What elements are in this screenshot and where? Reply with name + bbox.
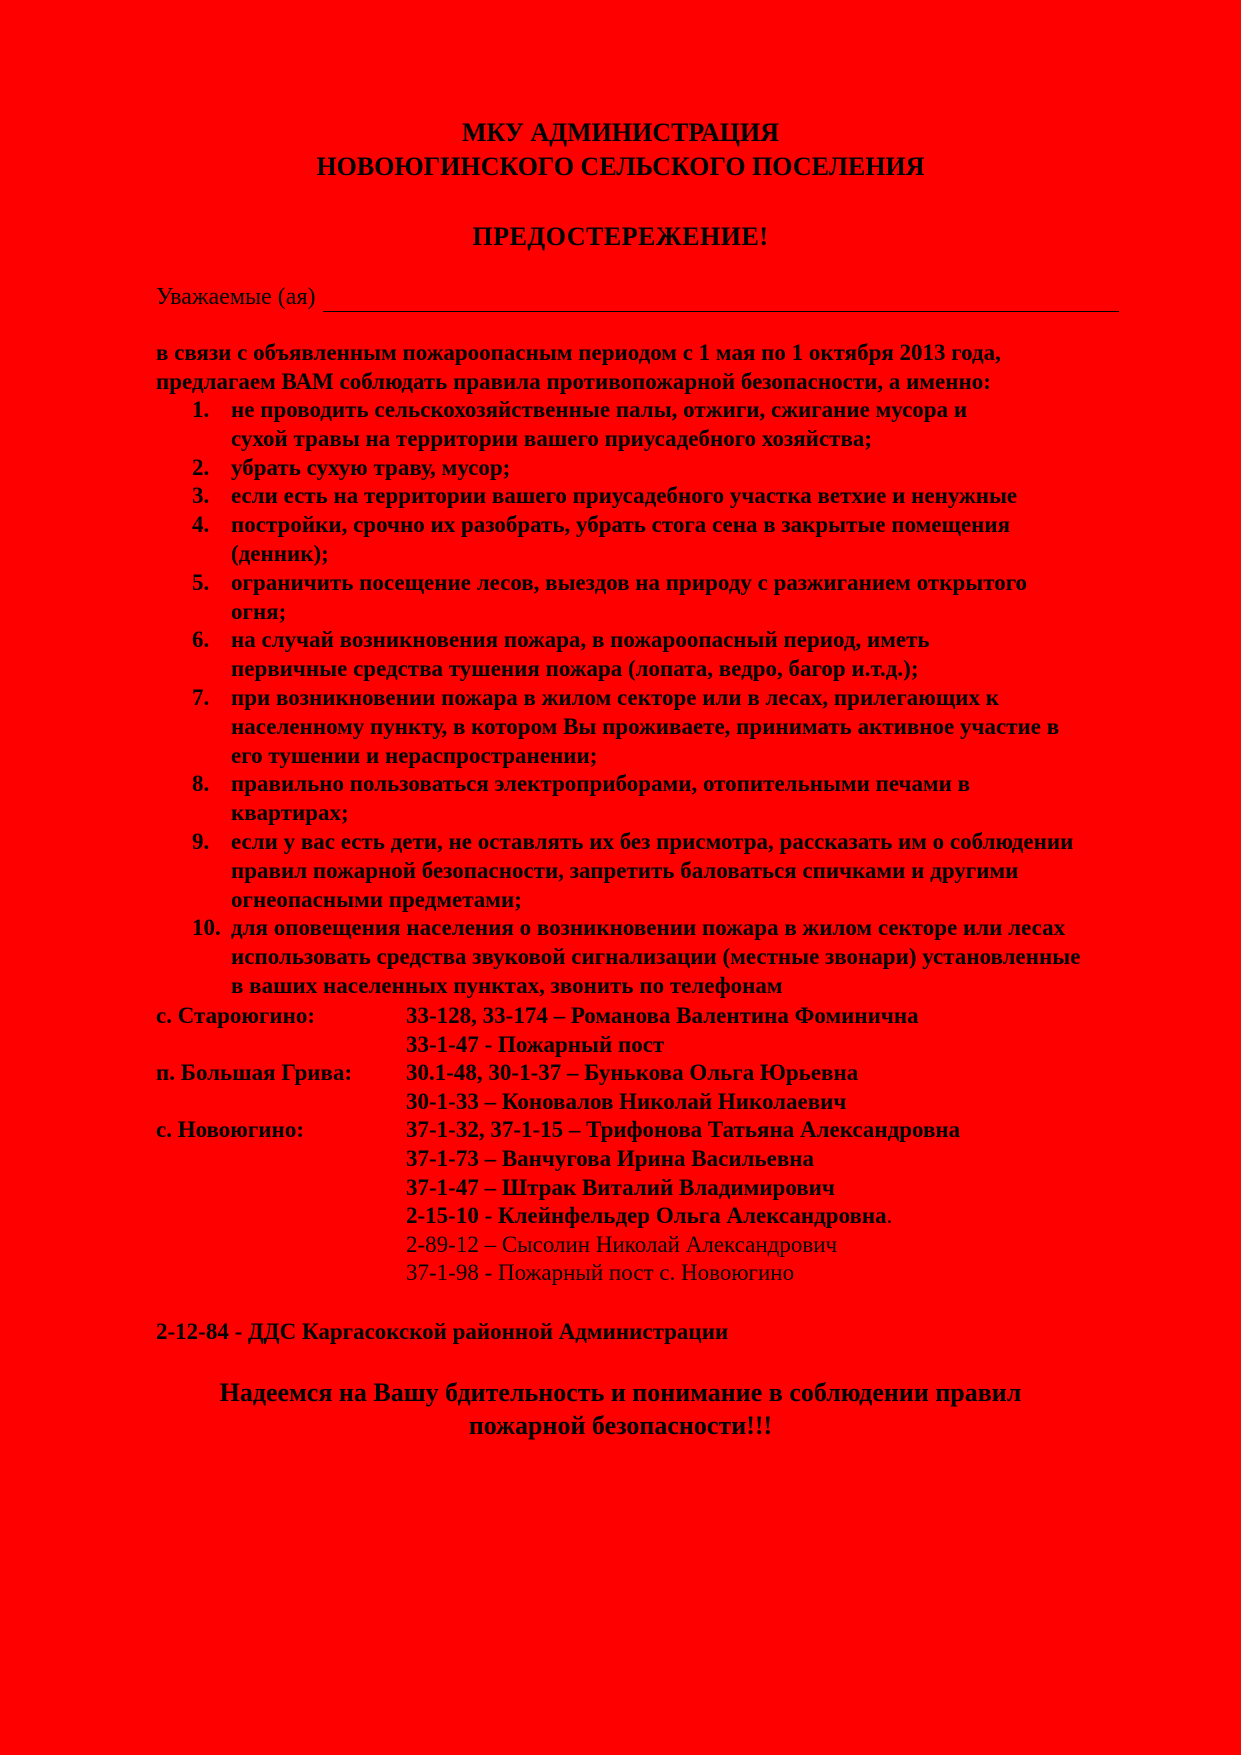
rule-text-line: правильно пользоваться электроприборами, отопительными печами в: [231, 771, 971, 797]
rule-number-text: 4.: [192, 512, 210, 538]
contact-place: [156, 1231, 406, 1260]
closing-line-2: пожарной безопасности!!!: [468, 1411, 773, 1440]
rule-text-line: использовать средства звуковой сигнализации (местные звонари) установленные: [231, 944, 1081, 970]
salutation-line: [156, 282, 1119, 312]
rule-number-text: 6.: [192, 627, 210, 653]
contact-place: [156, 1174, 406, 1203]
rule-number-text: 7.: [192, 684, 210, 710]
rule-text: [231, 482, 1166, 511]
salutation-label: Уважаемые (ая): [156, 284, 316, 310]
contact-place: с. Староюгино:: [156, 1003, 316, 1028]
contact-phone-text: 37-1-32, 37-1-15 – Трифонова Татьяна Александровна: [406, 1117, 961, 1143]
closing-message: [0, 1376, 1241, 1442]
rule-number: [156, 626, 231, 684]
rule-text-line: постройки, срочно их разобрать, убрать стога сена в закрытые помещения: [231, 512, 1011, 538]
contact-phone: [406, 1202, 1176, 1231]
rule-text-line: ограничить посещение лесов, выездов на природу с разжиганием открытого: [231, 569, 1028, 595]
rule-text-line: при возникновении пожара в жилом секторе или в лесах, прилегающих к: [231, 684, 1000, 710]
rule-text: [231, 684, 1166, 770]
contact-phone: [406, 1174, 1176, 1203]
rule-text: [231, 454, 1166, 483]
contact-phone-text: 33-1-47 - Пожарный пост: [406, 1031, 665, 1057]
contact-row: [156, 1088, 1176, 1117]
contact-row: [156, 1116, 1176, 1145]
rule-text-line: если есть на территории вашего приусадебного участка ветхие и ненужные: [231, 483, 1018, 509]
rule-text-line: населенному пункту, в котором Вы проживаете, принимать активное участие в: [231, 713, 1060, 739]
rule-text-line: квартирах;: [231, 800, 349, 826]
warning-title: ПРЕДОСТЕРЕЖЕНИЕ!: [472, 222, 769, 251]
rule-text: [231, 511, 1166, 569]
header-line-1: МКУ АДМИНИСТРАЦИЯ: [461, 118, 779, 147]
rule-text-line: убрать сухую траву, мусор;: [231, 454, 511, 480]
contact-phone-text: 37-1-73 – Ванчугова Ирина Васильевна: [406, 1145, 815, 1171]
rule-number-text: 5.: [192, 569, 210, 595]
contact-phone: [406, 1031, 1176, 1060]
rule-number: [156, 914, 231, 1000]
contact-phone-text: 37-1-47 – Штрак Виталий Владимирович: [406, 1174, 835, 1200]
rule-text-line: для оповещения населения о возникновении пожара в жилом секторе или лесах: [231, 915, 1066, 941]
rule-item: [156, 914, 1166, 1000]
rule-number: [156, 828, 231, 914]
contact-place: п. Большая Грива:: [156, 1060, 353, 1086]
contact-phone: [406, 1145, 1176, 1174]
rule-number: [156, 569, 231, 627]
rule-number: [156, 396, 231, 454]
contact-phone: [406, 1116, 1176, 1145]
contact-row: [156, 1059, 1176, 1088]
rule-number-text: 9.: [192, 828, 210, 854]
contact-row: [156, 1145, 1176, 1174]
rule-number: [156, 770, 231, 828]
rule-item: [156, 684, 1166, 770]
contact-phone-text: 2-15-10 - Клейнфельдер Ольга Александровна: [406, 1203, 887, 1229]
rule-number-text: 3.: [192, 483, 210, 509]
intro-line-1: в связи с объявленным пожароопасным периодом с 1 мая по 1 октября 2013 года,: [156, 340, 1001, 365]
contact-phone: [406, 1002, 1176, 1031]
contacts-list: [156, 1002, 1176, 1288]
contact-phone-text: 33-128, 33-174 – Романова Валентина Фоминична: [406, 1003, 919, 1028]
contact-phone: [406, 1259, 1176, 1288]
rule-text-line: если у вас есть дети, не оставлять их без присмотра, рассказать им о соблюдении: [231, 828, 1074, 854]
rule-number: [156, 454, 231, 483]
name-blank-line: [323, 289, 1119, 312]
rule-text-line: правил пожарной безопасности, запретить баловаться спичками и другими: [231, 857, 1019, 883]
rule-text: [231, 569, 1166, 627]
contact-phone: [406, 1088, 1176, 1117]
contact-row: [156, 1259, 1176, 1288]
contact-phone-suffix: .: [886, 1203, 893, 1229]
contact-row: [156, 1002, 1176, 1031]
contact-place: [156, 1088, 406, 1117]
rule-number: [156, 684, 231, 770]
rule-text-line: огня;: [231, 598, 287, 624]
contact-row: [156, 1174, 1176, 1203]
contact-phone-text: 30.1-48, 30-1-37 – Бунькова Ольга Юрьевна: [406, 1060, 859, 1086]
contact-phone-text: 37-1-98 - Пожарный пост с. Новоюгино: [406, 1260, 795, 1286]
header-line-2: НОВОЮГИНСКОГО СЕЛЬСКОГО ПОСЕЛЕНИЯ: [316, 152, 925, 181]
contact-place: [156, 1259, 406, 1288]
contact-row: [156, 1202, 1176, 1231]
dds-phone-line: 2-12-84 - ДДС Каргасокской районной Администрации: [156, 1319, 729, 1344]
intro-paragraph: [156, 339, 1156, 396]
contact-phone-text: 30-1-33 – Коновалов Николай Николаевич: [406, 1088, 847, 1114]
rule-text-line: на случай возникновения пожара, в пожароопасный период, иметь: [231, 627, 930, 653]
organization-header: [0, 116, 1241, 184]
contact-place: [156, 1031, 406, 1060]
contact-phone: [406, 1231, 1176, 1260]
contact-phone-text: 2-89-12 – Сысолин Николай Александрович: [406, 1231, 838, 1257]
rules-list: [156, 396, 1166, 1001]
rule-text-line: в ваших населенных пунктах, звонить по телефонам: [231, 972, 783, 998]
rule-item: [156, 454, 1166, 483]
rule-text: [231, 914, 1166, 1000]
rule-number-text: 1.: [192, 397, 210, 422]
rule-text-line: (денник);: [231, 540, 329, 566]
contact-place: [156, 1202, 406, 1231]
rule-number-text: 8.: [192, 771, 210, 797]
rule-number: [156, 511, 231, 569]
contact-place: [156, 1145, 406, 1174]
rule-item: [156, 828, 1166, 914]
contact-phone: [406, 1059, 1176, 1088]
rule-text: [231, 396, 1166, 454]
rule-item: [156, 511, 1166, 569]
closing-line-1: Надеемся на Вашу бдительность и понимание в соблюдении правил: [219, 1378, 1022, 1407]
rule-text-line: не проводить сельскохозяйственные палы, отжиги, сжигание мусора и: [231, 397, 968, 422]
intro-line-2: предлагаем ВАМ соблюдать правила противопожарной безопасности, а именно:: [156, 368, 991, 394]
rule-text-line: первичные средства тушения пожара (лопата, ведро, багор и.т.д.);: [231, 656, 919, 682]
contact-place: с. Новоюгино:: [156, 1117, 304, 1143]
contact-row: [156, 1031, 1176, 1060]
rule-text: [231, 770, 1166, 828]
rule-number-text: 10.: [192, 915, 221, 941]
rule-item: [156, 626, 1166, 684]
rule-text: [231, 828, 1166, 914]
rule-text-line: огнеопасными предметами;: [231, 886, 522, 912]
rule-text-line: сухой травы на территории вашего приусадебного хозяйства;: [231, 425, 873, 451]
rule-item: [156, 569, 1166, 627]
rule-item: [156, 396, 1166, 454]
rule-number-text: 2.: [192, 454, 210, 480]
rule-item: [156, 482, 1166, 511]
contact-row: [156, 1231, 1176, 1260]
rule-text-line: его тушении и нераспространении;: [231, 742, 598, 768]
rule-item: [156, 770, 1166, 828]
rule-text: [231, 626, 1166, 684]
rule-number: [156, 482, 231, 511]
